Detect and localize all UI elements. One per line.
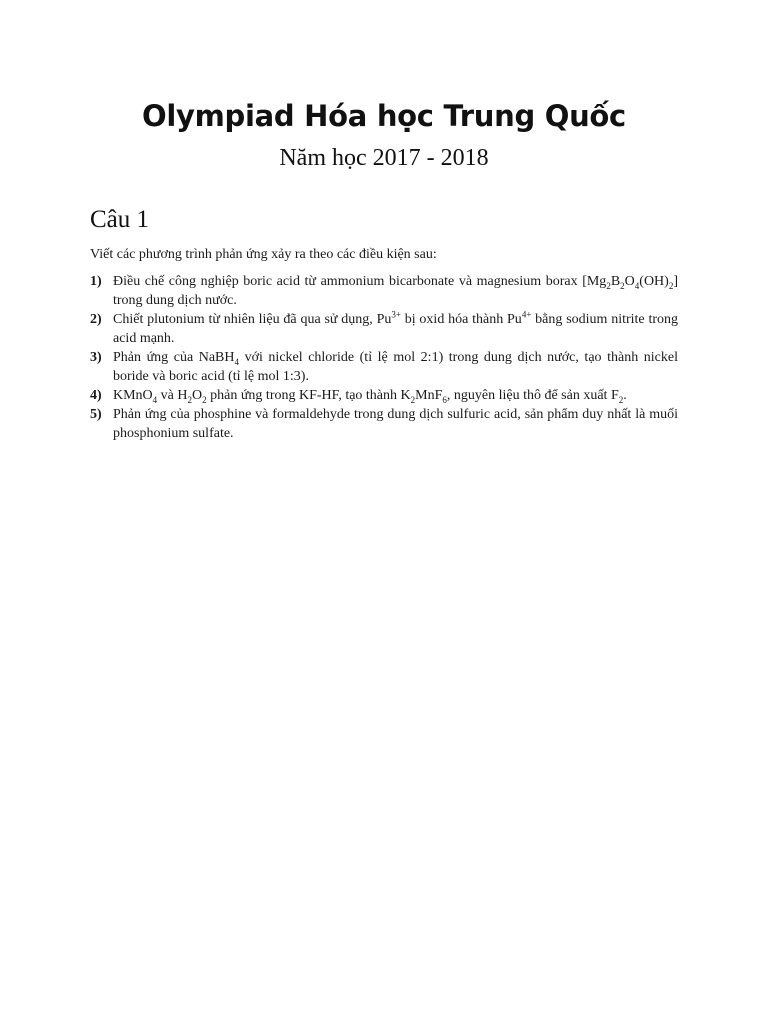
- chem-subscript: 2: [187, 394, 192, 405]
- question-text: [113, 388, 627, 403]
- question-text-run: KMnO: [113, 388, 153, 403]
- chem-subscript: 2: [202, 394, 207, 405]
- question-text-run: (OH): [639, 274, 669, 289]
- question-number: 2): [90, 312, 102, 327]
- question-text-run: Phản ứng của phosphine và formaldehyde trong dung dịch sulfuric acid, sản phẩm duy nhất là muối phosphonium sulfate.: [113, 407, 678, 441]
- question-text-run: và H: [157, 388, 188, 403]
- chem-subscript: 2: [618, 394, 624, 405]
- question-text: [113, 350, 678, 384]
- intro-text: Viết các phương trình phản ứng xảy ra theo các điều kiện sau:: [90, 247, 437, 262]
- question-item: [90, 310, 678, 348]
- chem-subscript: 4: [152, 394, 158, 405]
- question-number: 1): [90, 274, 102, 289]
- question-text-run: phản ứng trong KF-HF, tạo thành K: [206, 388, 411, 403]
- chem-subscript: 2: [620, 280, 625, 291]
- question-number: 4): [90, 388, 102, 403]
- chem-subscript: 6: [442, 394, 447, 405]
- question-text-run: , nguyên liệu thô để sản xuất F: [446, 388, 619, 403]
- question-text-run: bị oxid hóa thành Pu: [400, 312, 522, 327]
- question-text: [113, 407, 678, 441]
- question-text: [113, 309, 678, 346]
- question-text-run: MnF: [415, 388, 443, 403]
- question-number: 3): [90, 350, 102, 365]
- question-item: [90, 272, 678, 310]
- chem-subscript: 2: [410, 394, 416, 405]
- question-text-run: với nickel chloride (tỉ lệ mol 2:1) trong dung dịch nước, tạo thành nickel boride và boric acid (tỉ lệ mol 1:3).: [113, 350, 678, 384]
- question-item: [90, 348, 678, 386]
- document-title: Olympiad Hóa học Trung Quốc: [142, 99, 626, 133]
- question-text-run: O: [624, 274, 635, 289]
- question-text-run: Phản ứng của NaBH: [113, 350, 235, 365]
- question-list: [90, 272, 678, 443]
- chem-supscript: 3+: [391, 309, 401, 320]
- chem-subscript: 4: [634, 280, 640, 291]
- question-text-run: Chiết plutonium từ nhiên liệu đã qua sử dụng, Pu: [113, 312, 392, 327]
- question-text-run: ] trong dung dịch nước.: [113, 274, 678, 308]
- question-text-run: bằng sodium nitrite trong acid mạnh.: [113, 312, 678, 346]
- chem-subscript: 2: [606, 280, 611, 291]
- chem-subscript: 2: [668, 280, 674, 291]
- document-subtitle: Năm học 2017 - 2018: [279, 145, 489, 171]
- question-item: [90, 405, 678, 443]
- question-item: [90, 386, 678, 405]
- question-number: 5): [90, 407, 102, 422]
- question-text: [113, 274, 678, 308]
- chem-supscript: 4+: [521, 309, 532, 320]
- question-text-run: Điều chế công nghiệp boric acid từ ammonium bicarbonate và magnesium borax [Mg: [113, 274, 607, 289]
- chem-subscript: 4: [234, 356, 239, 367]
- question-text-run: .: [623, 388, 627, 403]
- question-text-run: O: [192, 388, 203, 403]
- question-text-run: B: [610, 274, 621, 289]
- section-heading: Câu 1: [90, 206, 150, 233]
